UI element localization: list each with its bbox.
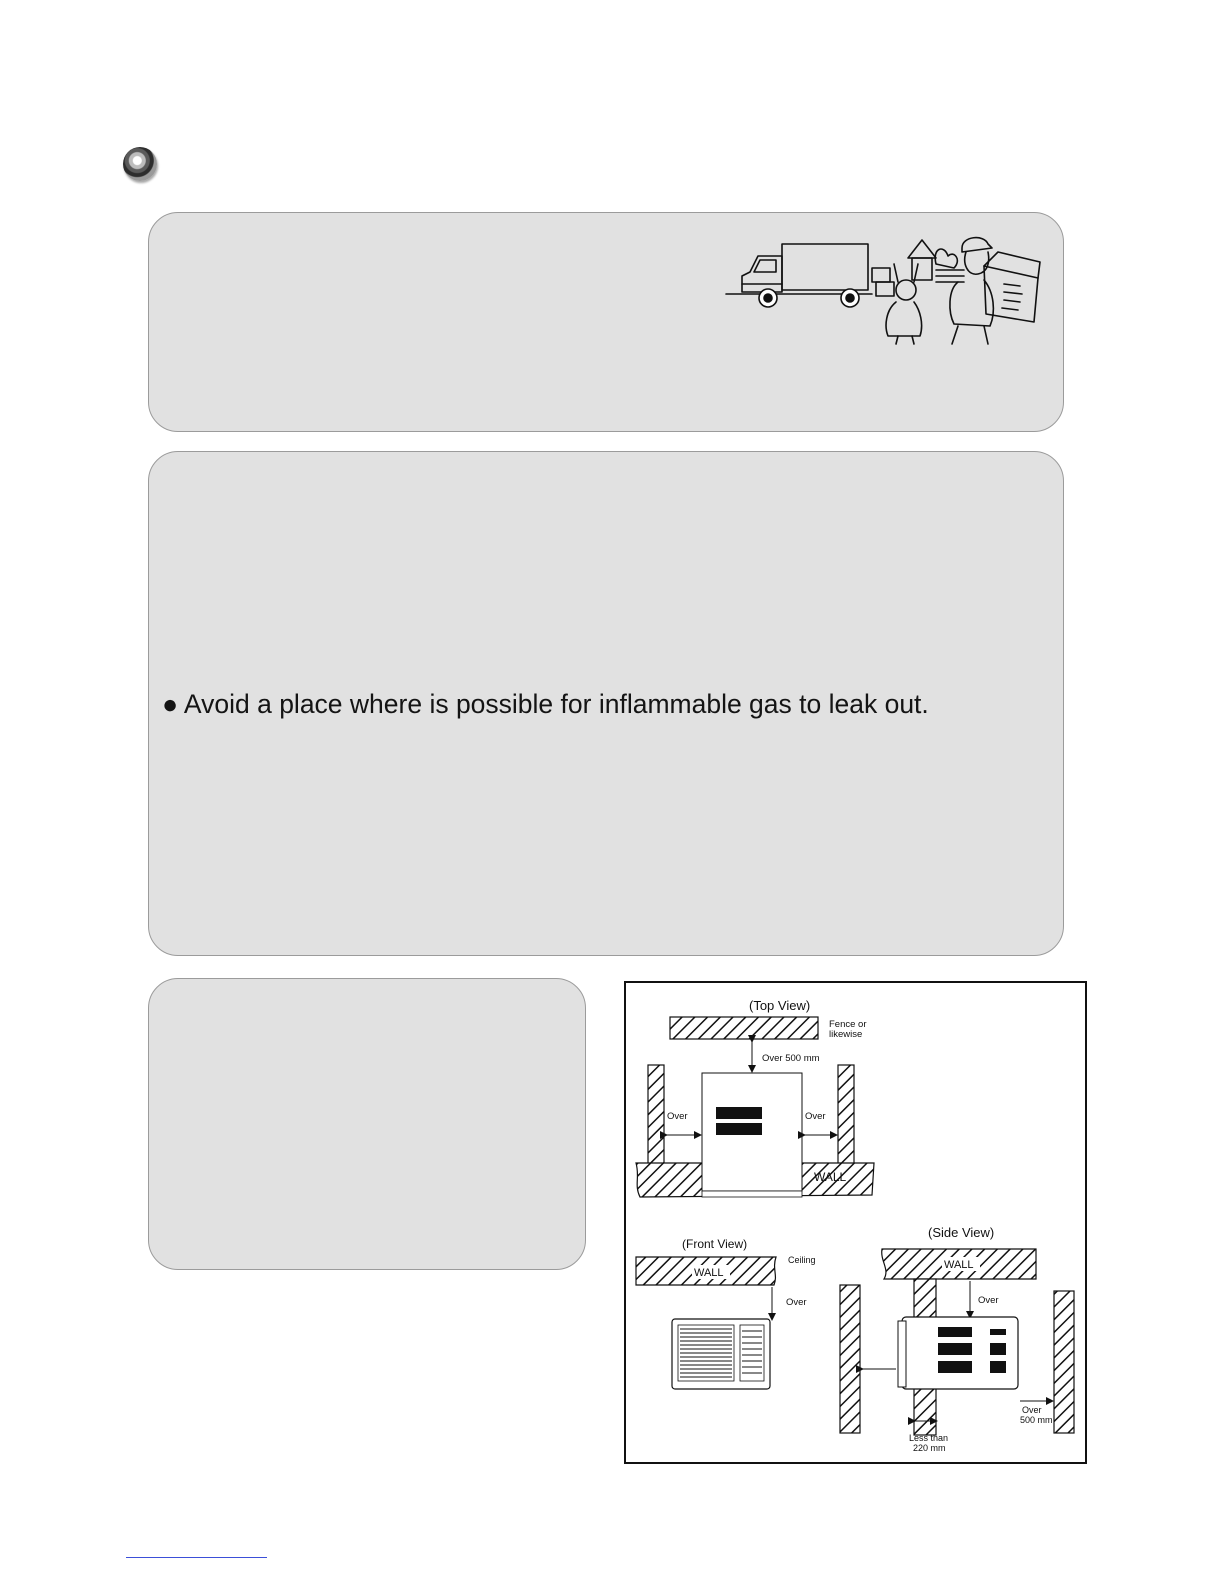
side-view — [840, 1225, 1074, 1453]
front-view — [636, 1237, 816, 1389]
top-clearance-label: Over 500 mm — [762, 1053, 820, 1064]
depth-label-line2: 220 mm — [913, 1443, 946, 1453]
round-bullet-icon — [123, 147, 157, 181]
left-clearance-label: Over — [667, 1111, 688, 1122]
top-fence — [670, 1017, 818, 1039]
footer-rule — [126, 1557, 267, 1558]
top-view — [636, 998, 874, 1197]
fence-label-line1: Fence or — [829, 1019, 867, 1030]
front-clearance-label: Over — [786, 1297, 807, 1308]
warning-text: Avoid a place where is possible for inflammable gas to leak out. — [183, 689, 929, 719]
fence-label-line2: likewise — [829, 1029, 863, 1040]
clearance-notes-panel — [148, 978, 586, 1270]
rear-clearance-line1: Over — [1022, 1405, 1042, 1415]
top-wall-label: WALL — [814, 1170, 847, 1184]
inflammable-gas-warning — [162, 689, 929, 720]
rear-clearance-line2: 500 mm — [1020, 1415, 1053, 1425]
right-clearance-label: Over — [805, 1111, 826, 1122]
front-view-title: (Front View) — [682, 1237, 748, 1251]
delivery-truck-illustration — [722, 226, 1042, 348]
side-top-clearance-label: Over — [978, 1295, 999, 1306]
installation-clearance-figure — [624, 981, 1087, 1464]
bullet-glyph: ● — [162, 689, 179, 719]
top-view-title: (Top View) — [749, 998, 811, 1013]
depth-label-line1: Less than — [909, 1433, 949, 1443]
ceiling-label: Ceiling — [788, 1255, 816, 1265]
side-wall-label: WALL — [944, 1259, 974, 1271]
side-view-title: (Side View) — [928, 1225, 995, 1240]
front-wall-label: WALL — [694, 1267, 724, 1279]
